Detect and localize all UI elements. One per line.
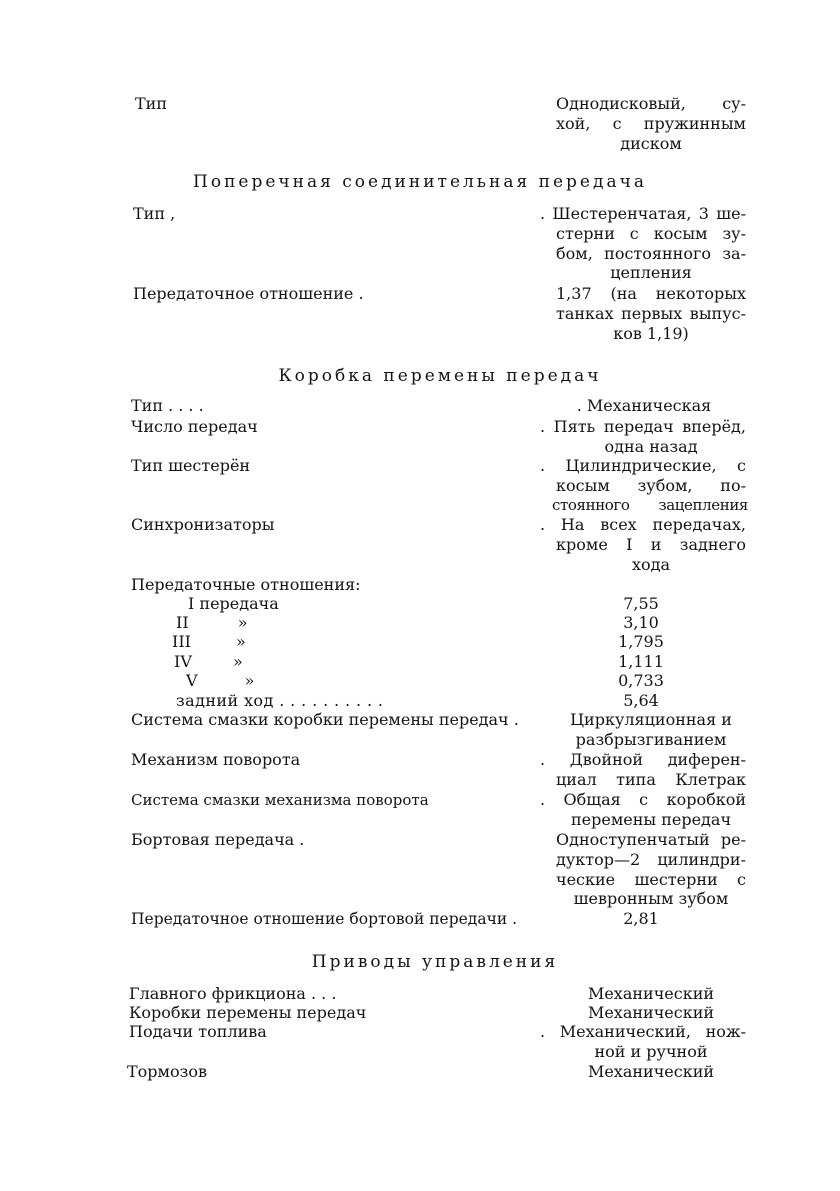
steering-lube-label: Система смазки механизма поворота: [131, 791, 429, 809]
gearbox-sync-value-line2: кроме I и заднего: [556, 535, 746, 554]
gearbox-gear-type-value-line2: косым зубом, по-: [556, 476, 746, 495]
transverse-type-value-line3: бом, постоянного за-: [556, 244, 746, 263]
transverse-ratio-value-line1: 1,37 (на некоторых: [556, 284, 746, 303]
steering-lube-value-line2: перемены передач: [570, 810, 732, 829]
gear-ratio-value: 3,10: [623, 613, 659, 632]
final-ratio-label: Передаточное отношение бортовой передачи .: [131, 910, 518, 928]
final-drive-value-line3: ческие шестерни с: [556, 870, 746, 889]
gearbox-sync-value-line1: . На всех передачах,: [540, 515, 746, 534]
control-item-label: Подачи топлива: [129, 1022, 267, 1041]
gear-ratio-label: III »: [172, 632, 246, 651]
transverse-type-value-line2: стерни с косым зу-: [556, 224, 746, 243]
gear-ratio-value: 5,64: [623, 691, 659, 710]
steering-value-line1: . Двойной диферен-: [540, 750, 746, 769]
section-heading-controls: Приводы управления: [311, 952, 559, 972]
section-heading-transverse: Поперечная соединительная передача: [193, 172, 647, 192]
control-item-label: Главного фрикциона . . .: [129, 984, 337, 1003]
gearbox-gear-type-value-line3: стоянного зацепления: [552, 496, 748, 514]
final-drive-value-line2: дуктор—2 цилиндри-: [556, 850, 746, 869]
gearbox-sync-label: Синхронизаторы: [131, 515, 275, 534]
control-item-value: Механический: [587, 1003, 715, 1022]
gear-ratio-label: I передача: [188, 594, 279, 613]
gearbox-gears-value-line2: одна назад: [604, 437, 698, 456]
steering-value-line2: циал типа Клетрак: [556, 770, 746, 789]
transverse-ratio-value-line2: танках первых выпус-: [556, 304, 746, 323]
gearbox-gear-type-value-line1: . Цилиндрические, с: [540, 456, 746, 475]
clutch-type-value-line1: Однодисковый, су-: [556, 94, 746, 113]
gearbox-type-label: Тип . . . .: [131, 396, 204, 415]
transverse-ratio-label: Передаточное отношение .: [133, 284, 364, 303]
gear-ratio-label: II »: [176, 613, 248, 632]
gearbox-type-value: . Механическая: [576, 396, 712, 415]
control-item-value-line1: . Механический, нож-: [540, 1022, 746, 1041]
gearbox-lube-value-line2: разбрызгиванием: [575, 730, 727, 749]
control-item-label: Тормозов: [127, 1062, 207, 1081]
gearbox-gears-value-line1: . Пять передач вперёд,: [540, 417, 746, 436]
gear-ratio-value: 1,111: [618, 652, 664, 671]
gear-ratio-label: V »: [186, 671, 255, 690]
gearbox-lube-value-line1: Циркуляционная и: [570, 710, 732, 729]
gearbox-lube-label: Система смазки коробки перемены передач .: [131, 710, 519, 729]
control-item-value: Механический: [587, 984, 715, 1003]
steering-label: Механизм поворота: [131, 750, 301, 769]
final-drive-value-line4: шевронным зубом: [573, 889, 729, 908]
control-item-label: Коробки перемены передач: [129, 1003, 367, 1022]
steering-lube-value-line1: . Общая с коробкой: [540, 790, 746, 809]
clutch-type-label: Тип: [135, 94, 167, 113]
clutch-type-value-line3: диском: [620, 134, 682, 153]
transverse-type-value-line4: цепления: [610, 263, 692, 282]
transverse-type-value-line1: . Шестеренчатая, 3 ше-: [540, 204, 746, 223]
gear-ratio-label: задний ход . . . . . . . . . .: [176, 691, 384, 710]
gear-ratio-label: IV »: [174, 652, 243, 671]
section-heading-gearbox: Коробка перемены передач: [278, 366, 602, 386]
gear-ratio-value: 0,733: [618, 671, 664, 690]
gearbox-sync-value-line3: хода: [631, 555, 671, 574]
gearbox-ratios-label: Передаточные отношения:: [131, 575, 361, 594]
final-drive-value-line1: Одноступенчатый ре-: [556, 830, 746, 849]
control-item-value-line2: ной и ручной: [594, 1042, 708, 1061]
clutch-type-value-line2: хой, с пружинным: [556, 114, 746, 133]
transverse-type-label: Тип ,: [133, 204, 176, 223]
gear-ratio-value: 7,55: [623, 594, 659, 613]
final-ratio-value: 2,81: [623, 909, 659, 928]
gear-ratio-value: 1,795: [618, 632, 664, 651]
control-item-value: Механический: [587, 1062, 715, 1081]
transverse-ratio-value-line3: ков 1,19): [613, 324, 689, 343]
gearbox-gear-type-label: Тип шестерён: [131, 456, 251, 475]
gearbox-gears-label: Число передач: [131, 417, 258, 436]
final-drive-label: Бортовая передача .: [131, 830, 305, 849]
